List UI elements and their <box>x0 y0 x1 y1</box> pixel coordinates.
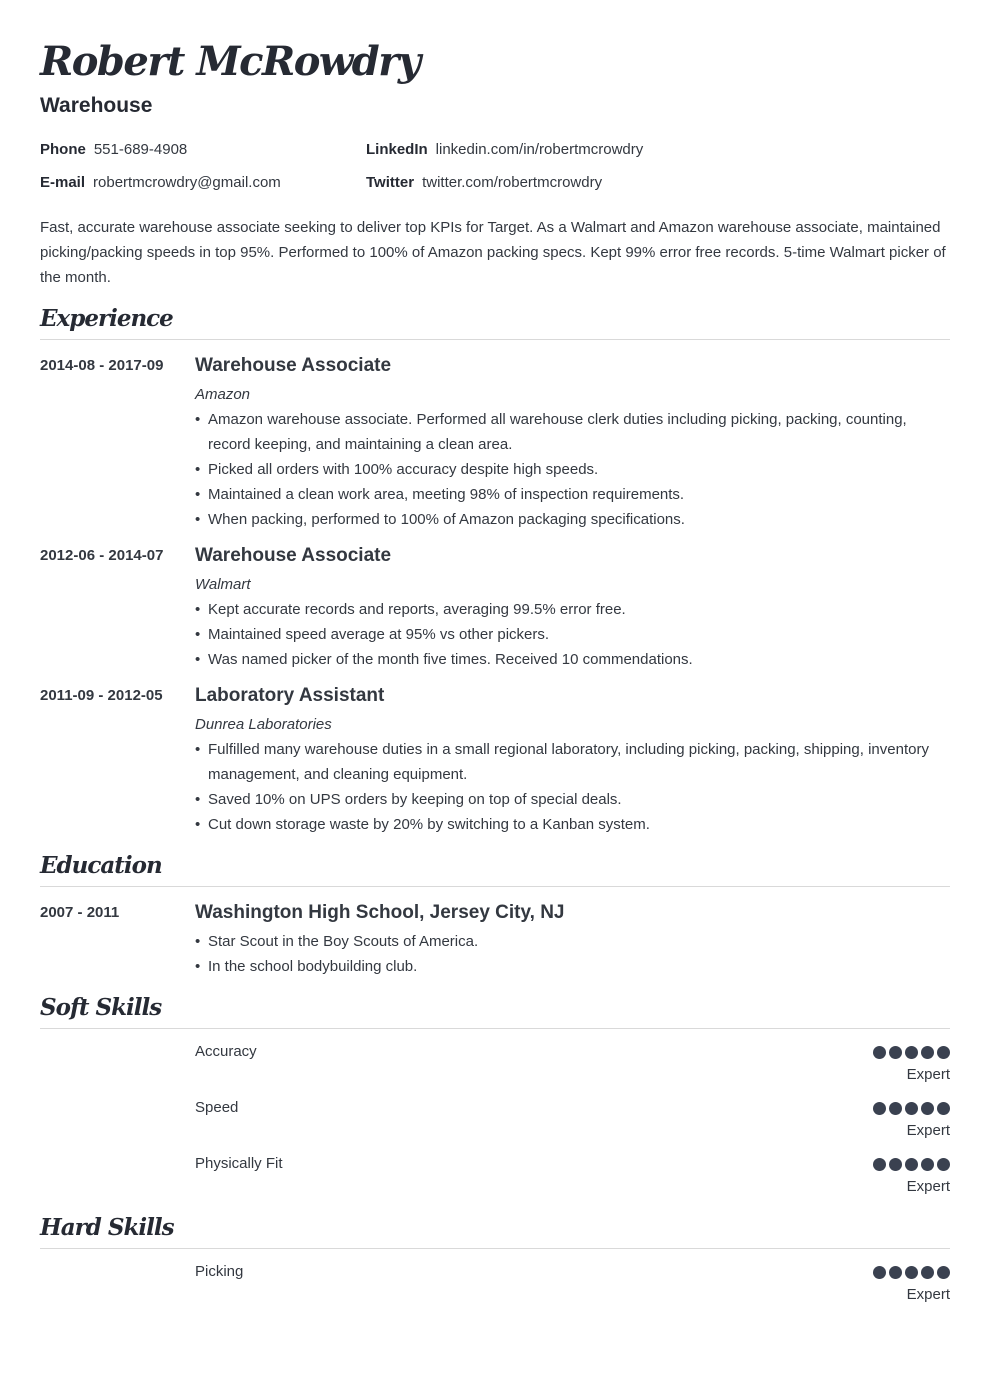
rating-dot-icon <box>873 1158 886 1171</box>
bullet-item: • Saved 10% on UPS orders by keeping on top of special deals. <box>195 787 950 812</box>
bullet-item: • Kept accurate records and reports, averaging 99.5% error free. <box>195 597 950 622</box>
linkedin-label: LinkedIn <box>366 141 428 158</box>
experience-bullets <box>195 597 950 672</box>
rating-dot-icon <box>905 1046 918 1059</box>
rating-dot-icon <box>937 1158 950 1171</box>
rating-dot-icon <box>889 1266 902 1279</box>
section-divider <box>40 886 950 887</box>
phone-label: Phone <box>40 141 86 158</box>
twitter-label: Twitter <box>366 174 415 191</box>
rating-dot-icon <box>937 1046 950 1059</box>
experience-dates: 2014-08 - 2017-09 <box>40 357 164 374</box>
experience-dates: 2012-06 - 2014-07 <box>40 547 164 564</box>
company-name: Dunrea Laboratories <box>195 716 332 733</box>
job-title: Warehouse Associate <box>195 355 392 376</box>
skill-rating-dots <box>873 1158 950 1171</box>
experience-bullets <box>195 737 950 837</box>
rating-dot-icon <box>889 1046 902 1059</box>
rating-dot-icon <box>937 1266 950 1279</box>
rating-dot-icon <box>889 1158 902 1171</box>
skill-level: Expert <box>906 1122 950 1139</box>
company-name: Walmart <box>195 576 251 593</box>
job-title: Warehouse Associate <box>195 545 392 566</box>
skill-level: Expert <box>906 1066 950 1083</box>
section-title-education: Education <box>40 852 162 879</box>
bullet-item: • Maintained a clean work area, meeting 98% of inspection requirements. <box>195 482 950 507</box>
bullet-item: • Amazon warehouse associate. Performed all warehouse clerk duties including picking, packing, counting, record keeping, and maintaining a clean area. <box>195 407 950 457</box>
rating-dot-icon <box>921 1158 934 1171</box>
bullet-item: • When packing, performed to 100% of Amazon packaging specifications. <box>195 507 950 532</box>
bullet-item: • Cut down storage waste by 20% by switching to a Kanban system. <box>195 812 950 837</box>
section-title-experience: Experience <box>40 305 173 332</box>
education-dates: 2007 - 2011 <box>40 904 120 921</box>
skill-name: Physically Fit <box>195 1155 283 1172</box>
skill-rating-dots <box>873 1266 950 1279</box>
rating-dot-icon <box>889 1102 902 1115</box>
skill-name: Speed <box>195 1099 239 1116</box>
twitter-value[interactable]: twitter.com/robertmcrowdry <box>422 174 603 191</box>
contact-email <box>40 174 281 191</box>
summary-text: Fast, accurate warehouse associate seeking to deliver top KPIs for Target. As a Walmart and Amazon warehouse associate, maintained picking/packing speeds in top 95%. Performed to 100% of Amazon packing specs. Kept 99% error free records. 5-time Walmart picker of the month. <box>40 219 946 286</box>
job-title: Laboratory Assistant <box>195 685 385 706</box>
bullet-item: • Star Scout in the Boy Scouts of America. <box>195 929 950 954</box>
skill-name: Picking <box>195 1263 244 1280</box>
rating-dot-icon <box>905 1266 918 1279</box>
rating-dot-icon <box>905 1158 918 1171</box>
rating-dot-icon <box>937 1102 950 1115</box>
rating-dot-icon <box>921 1266 934 1279</box>
section-divider <box>40 339 950 340</box>
candidate-name: Robert McRowdry <box>40 38 420 85</box>
skill-rating-dots <box>873 1046 950 1059</box>
phone-value: 551-689-4908 <box>93 141 188 158</box>
section-title-soft-skills: Soft Skills <box>40 994 162 1021</box>
experience-dates: 2011-09 - 2012-05 <box>40 687 163 704</box>
company-name: Amazon <box>195 386 251 403</box>
bullet-item: • Was named picker of the month five times. Received 10 commendations. <box>195 647 950 672</box>
section-divider <box>40 1248 950 1249</box>
skill-rating-dots <box>873 1102 950 1115</box>
rating-dot-icon <box>921 1046 934 1059</box>
rating-dot-icon <box>905 1102 918 1115</box>
linkedin-value[interactable]: linkedin.com/in/robertmcrowdry <box>435 141 644 158</box>
contact-phone <box>40 141 187 158</box>
skill-name: Accuracy <box>195 1043 257 1060</box>
bullet-item: • In the school bodybuilding club. <box>195 954 950 979</box>
contact-linkedin <box>366 141 643 158</box>
experience-bullets <box>195 407 950 532</box>
section-divider <box>40 1028 950 1029</box>
rating-dot-icon <box>873 1046 886 1059</box>
contact-twitter <box>366 174 602 191</box>
section-title-hard-skills: Hard Skills <box>40 1214 174 1241</box>
education-bullets <box>195 929 950 979</box>
email-label: E-mail <box>40 174 86 191</box>
candidate-role: Warehouse <box>40 94 153 117</box>
rating-dot-icon <box>873 1266 886 1279</box>
bullet-item: • Picked all orders with 100% accuracy despite high speeds. <box>195 457 950 482</box>
bullet-item: • Fulfilled many warehouse duties in a small regional laboratory, including picking, packing, shipping, inventory management, and cleaning equipment. <box>195 737 950 787</box>
bullet-item: • Maintained speed average at 95% vs other pickers. <box>195 622 950 647</box>
skill-level: Expert <box>906 1286 950 1303</box>
school-name: Washington High School, Jersey City, NJ <box>195 902 565 923</box>
rating-dot-icon <box>873 1102 886 1115</box>
email-value[interactable]: robertmcrowdry@gmail.com <box>93 174 281 191</box>
skill-level: Expert <box>906 1178 950 1195</box>
rating-dot-icon <box>921 1102 934 1115</box>
